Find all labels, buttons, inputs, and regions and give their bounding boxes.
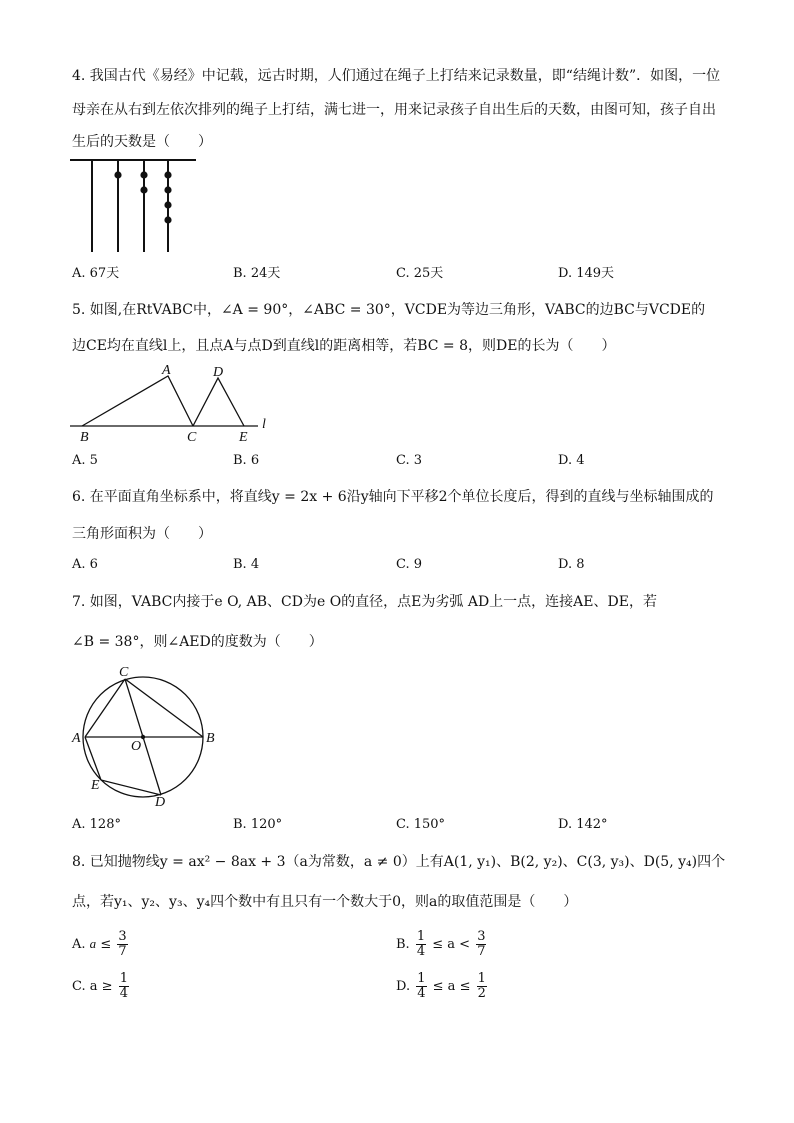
label-d: D (213, 365, 224, 380)
q6-text-line2: 三角形面积为（ ） (72, 526, 212, 542)
label-b: B (80, 430, 89, 445)
label-b: B (206, 731, 215, 746)
q8-option-b (396, 930, 488, 959)
q5-option-a: A. 5 (72, 453, 98, 468)
q6-text-line1: 6. 在平面直角坐标系中，将直线y = 2x + 6沿y轴向下平移2个单位长度后，得到的直线与坐标轴围成的 (72, 489, 714, 505)
fraction: $\frac{1}{4}$ (119, 971, 128, 1001)
q7-option-a: A. 128° (72, 817, 121, 832)
label-d: D (155, 795, 166, 810)
q7-text-line2: ∠B = 38°，则∠AED的度数为（ ） (72, 634, 323, 650)
q4-option-d: D. 149天 (558, 266, 615, 281)
label-a: A (162, 363, 171, 378)
label-c: C (187, 430, 197, 445)
q8-option-c (72, 972, 131, 1001)
q7-option-d: D. 142° (558, 817, 608, 832)
q4-text-line3: 生后的天数是（ ） (72, 134, 212, 150)
q6-option-c: C. 9 (396, 557, 423, 572)
q5-option-b: B. 6 (233, 453, 260, 468)
relation: ≤ (100, 937, 112, 952)
q6-option-a: A. 6 (72, 557, 98, 572)
q5-text-line2: 边CE均在直线l上，且点A与点D到直线l的距离相等，若BC = 8，则DE的长为（ ） (72, 338, 616, 354)
q7-text-line1: 7. 如图，VABC内接于e O, AB、CD为e O的直径，点E为劣弧 AD上一点，连接AE、DE，若 (72, 594, 657, 610)
option-label: C. (72, 979, 86, 994)
q4-text-line1: 4. 我国古代《易经》中记载，远古时期，人们通过在绳子上打结来记录数量，即“结绳计数”．如图，一位 (72, 68, 721, 84)
fraction-left: $\frac{1}{4}$ (417, 971, 426, 1001)
label-e: E (239, 430, 248, 445)
q5-text-line1: 5. 如图,在RtVABC中，∠A = 90°，∠ABC = 30°，VCDE为等边三角形，VABC的边BC与VCDE的 (72, 302, 706, 318)
q6-option-b: B. 4 (233, 557, 260, 572)
label-l: l (262, 417, 266, 432)
circle-figure (70, 664, 220, 809)
q8-option-d (396, 972, 489, 1001)
q5-option-d: D. 4 (558, 453, 585, 468)
q4-option-a: A. 67天 (72, 266, 120, 281)
variable-a: a (89, 936, 97, 951)
q4-option-c: C. 25天 (396, 266, 444, 281)
knot-cord-figure (70, 157, 200, 255)
q8-text-line1: 8. 已知抛物线y = ax² − 8ax + 3（a为常数，a ≠ 0）上有A(1, y₁)、B(2, y₂)、C(3, y₃)、D(5, y₄)四个 (72, 854, 726, 870)
option-label: A. (72, 937, 86, 952)
q6-option-d: D. 8 (558, 557, 585, 572)
q8-text-line2: 点，若y₁、y₂、y₃、y₄四个数中有且只有一个数大于0，则a的取值范围是（ ） (72, 894, 578, 910)
q7-option-c: C. 150° (396, 817, 446, 832)
q4-text-line2: 母亲在从右到左依次排列的绳子上打结，满七进一，用来记录孩子自出生后的天数，由图可知，孩子自出 (72, 102, 716, 118)
q8-option-a (72, 930, 130, 959)
fraction-left: $\frac{1}{4}$ (416, 929, 426, 959)
q7-option-b: B. 120° (233, 817, 283, 832)
option-label: B. (396, 937, 410, 952)
q5-option-c: C. 3 (396, 453, 423, 468)
relation: ≤ a ≤ (432, 979, 471, 994)
fraction-right: $\frac{1}{2}$ (477, 971, 486, 1001)
label-a: A (72, 731, 81, 746)
relation: ≤ a < (432, 937, 471, 952)
label-e: E (91, 778, 100, 793)
option-label: D. (396, 979, 411, 994)
fraction: $\frac{3}{7}$ (118, 929, 127, 959)
label-o: O (131, 739, 142, 754)
relation: ≥ (101, 979, 113, 994)
label-c: C (119, 665, 129, 680)
fraction-right: $\frac{3}{7}$ (477, 929, 486, 959)
variable-a: a (89, 979, 98, 994)
triangle-figure (70, 360, 280, 445)
q4-option-b: B. 24天 (233, 266, 281, 281)
